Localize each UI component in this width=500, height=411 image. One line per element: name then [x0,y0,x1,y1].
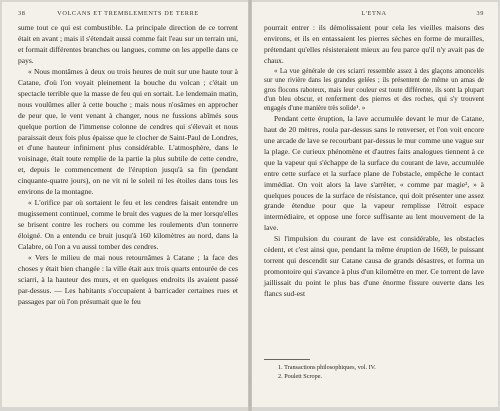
left-paragraph-2: « Nous montâmes à deux ou trois heures de nuit sur une haute tour à Catane, d'où l'on voyait pleinement la bouche du volcan ; c'était un spectacle terrible que la masse de feu qui en sortait. Le lendemain matin, nous voulûmes aller à cette bouche ; mais nous n'osâmes en approcher de peur que, le vent venant à changer, nous ne fussions abîmés sous quelque portion de l'immense colonne de cendres qui s'élevait et nous paraissait deux fois plus épaisse que le clocher de Saint-Paul de Londres, et d'une hauteur infiniment plus considérable. L'atmosphère, dans le voisinage, était toute remplie de la partie la plus subtile de cette cendre, et, depuis le commencement de l'éruption jusqu'à sa fin (pendant cinquante-quatre jours), on ne vit ni le soleil ni les étoiles dans tous les environs de la montagne. [18,66,238,197]
left-paragraph-3: « L'orifice par où sortaient le feu et les cendres faisait entendre un mugissement continuel, comme le bruit des vagues de la mer lorsqu'elles se brisent contre les rochers ou comme les roulements d'un tonnerre éloigné. On a entendu ce bruit jusqu'à 160 kilomètres au nord, dans la Calabre, où l'on a vu aussi tomber des cendres. [18,198,238,252]
right-paragraph-3: Pendant cette éruption, la lave accumulée devant le mur de Catane, haut de 20 mètres, roula par-dessus sans le renverser, et l'on voit encore une arcade de lave se recourbant par-dessus le mur comme une vague sur la plage. Ce curieux phénomène et d'autres faits analogues tiennent à ce que la vapeur qui s'échappe de la surface du courant de lave, accumulée entre cette surface et la surface plane de l'obstacle, empêche le contact immédiat. On voit alors la lave s'arrêter, « comme par magie², » à quelques pouces de la surface de résistance, qui doit présenter une assez grande étendue pour que la vapeur remplisse l'étroit espace intermédiaire, et oppose une force suffisante au lent mouvement de la lave. [264,113,484,233]
right-page-number: 39 [476,10,484,17]
left-page [2,2,248,407]
left-paragraph-1: sume tout ce qui est combustible. La principale direction de ce torrent était en avant ; mais il s'étendait aussi comme fait l'eau sur un terrain uni, et formait différentes branches ou langues, comme on les appelle dans ce pays. [18,23,238,65]
right-page [252,2,498,407]
right-paragraph-1: pourrait entrer : ils démolissaient pour cela les vieilles maisons des environs, et ils en entassaient les pierres sèches en forme de murailles, prétendant qu'elles résisteraient mieux au feu parce qu'il n'y avait pas de chaux. [264,23,484,65]
right-running-head [264,10,484,20]
footnotes [264,359,484,381]
left-paragraph-4: « Vers le milieu de mai nous retournâmes à Catane ; la face des choses y était bien changée : la ville était aux trois quarts entourée de ces sciarri, à la hauteur des murs, et en quelques endroits ils avaient passé par-dessus. — Les habitants s'occupaient à barricader certaines rues et passages par où l'on présumait que le feu [18,253,238,306]
left-running-title: VOLCANS ET TREMBLEMENTS DE TERRE [57,10,199,17]
left-page-number: 38 [18,10,26,17]
right-paragraph-4: Si l'impulsion du courant de lave est considérable, les obstacles cèdent, et c'est ainsi que, pendant la même éruption de 1669, le puissant torrent qui descendit sur Catane causa de grands désastres, et forma un promontoire qui s'avance à plus d'un kilomètre en mer. Ce torrent de lave jaillissait du point le plus bas d'une énorme fissure ouverte dans les flancs sud-est [264,234,484,299]
right-paragraph-2: « La vue générale de ces sciarri ressemble assez à des glaçons amoncelés sur une rivière dans les grandes gelées ; ils présentent de même un amas de gros flocons raboteux, mais leur couleur est toute différente, ils sont la plupart d'un bleu obscur, et renferment des pierres et des roches, qui s'y trouvent engagés d'une manière très solide¹. » [264,67,484,113]
footnote-2: 2. Poulett Scrope. [278,373,322,380]
right-running-title: L'ETNA [361,10,387,17]
left-running-head [18,10,238,20]
footnote-1: 1. Transactions philosophiques, vol. IV. [278,364,376,371]
footnote-rule [264,359,310,360]
